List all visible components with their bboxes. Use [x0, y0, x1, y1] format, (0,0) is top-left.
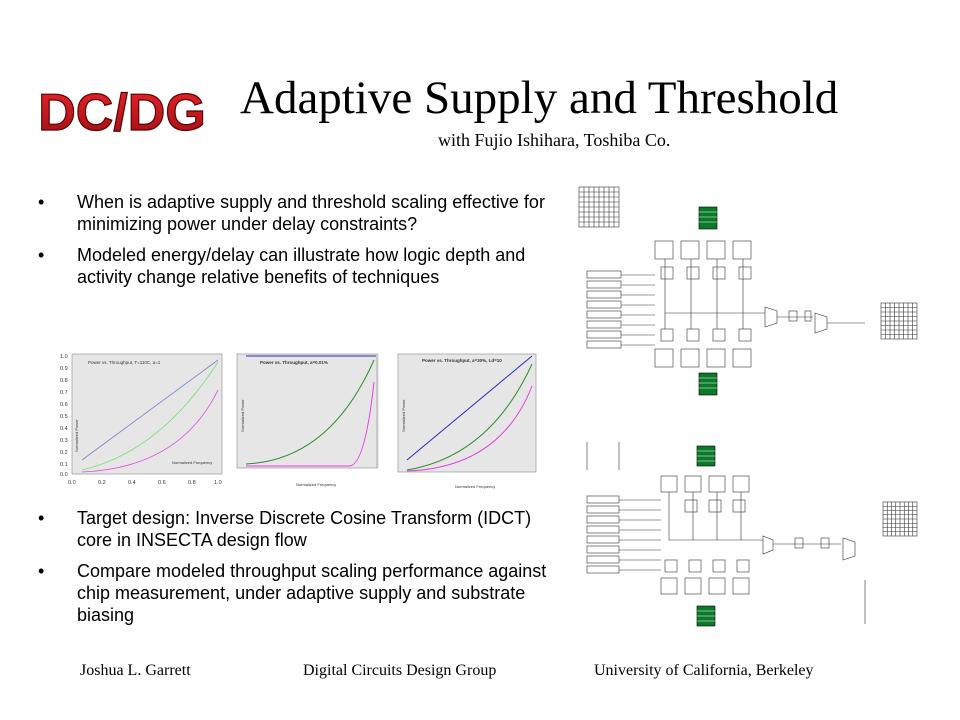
slide-title: Adaptive Supply and Threshold — [240, 72, 839, 124]
xtick: 0.8 — [188, 480, 196, 486]
ytick: 0.1 — [60, 462, 68, 468]
bullet-dot: • — [38, 192, 45, 212]
ytick: 1.0 — [60, 354, 68, 360]
plot-2-xlabel: Normalized Frequency — [296, 482, 337, 487]
plot-3-xlabel: Normalized Frequency — [455, 484, 496, 489]
ytick: 0.6 — [60, 402, 68, 408]
idct-block-diagram-top — [565, 183, 925, 400]
idct-block-diagram-bottom — [565, 440, 925, 630]
xtick: 0.6 — [158, 480, 166, 486]
bullet-list-top — [38, 191, 558, 297]
plot-2-frame — [237, 354, 377, 468]
ytick: 0.8 — [60, 378, 68, 384]
bullet-text: Compare modeled throughput scaling performance against chip measurement, under adaptive supply and substrate biasing — [77, 561, 547, 625]
ytick: 0.2 — [60, 450, 68, 456]
xtick: 0.4 — [128, 480, 136, 486]
ytick: 0.0 — [60, 472, 68, 478]
logo-text: DC/DG — [38, 84, 206, 142]
plot-1 — [60, 354, 222, 486]
xtick: 0.2 — [98, 480, 106, 486]
ytick: 0.7 — [60, 390, 68, 396]
plot-1-xlabel: Normalized Frequency — [172, 460, 213, 465]
power-throughput-plots — [60, 352, 550, 497]
plot-2-ylabel: Normalized Power — [240, 399, 245, 432]
green-register-stack — [699, 373, 717, 395]
bullet-item — [38, 560, 558, 626]
plot-1-title: Power vs. Throughput, T=110C, a=1 — [88, 360, 161, 365]
plot-3 — [398, 354, 536, 489]
slide-subtitle: with Fujio Ishihara, Toshiba Co. — [438, 130, 671, 150]
footer-author: Joshua L. Garrett — [80, 662, 191, 679]
xtick: 1.0 — [214, 480, 222, 486]
xtick: 0.0 — [68, 480, 76, 486]
plot-3-ylabel: Normalized Power — [401, 399, 406, 432]
bullet-text: Target design: Inverse Discrete Cosine Transform (IDCT) core in INSECTA design flow — [77, 508, 532, 550]
plot-3-frame — [398, 354, 536, 472]
ytick: 0.9 — [60, 366, 68, 372]
bullet-item — [38, 244, 558, 288]
bullet-item — [38, 507, 558, 551]
ytick: 0.3 — [60, 438, 68, 444]
bullet-dot: • — [38, 508, 45, 528]
plot-1-frame — [72, 354, 222, 474]
plot-1-ylabel: Normalized Power — [74, 419, 79, 452]
ytick: 0.4 — [60, 426, 68, 432]
footer-group: Digital Circuits Design Group — [303, 662, 497, 679]
green-register-stack — [699, 207, 717, 229]
bullet-dot: • — [38, 561, 45, 581]
bullet-text: Modeled energy/delay can illustrate how logic depth and activity change relative benefits of techniques — [77, 245, 526, 287]
bullet-list-bottom — [38, 507, 558, 635]
dcdg-logo — [38, 80, 206, 142]
ytick: 0.5 — [60, 414, 68, 420]
bullet-text: When is adaptive supply and threshold scaling effective for minimizing power under delay constraints? — [77, 192, 545, 234]
plot-2-title: Power vs. Throughput, a=0.01% — [260, 360, 328, 365]
footer-university: University of California, Berkeley — [594, 662, 814, 679]
bullet-dot: • — [38, 245, 45, 265]
bullet-item — [38, 191, 558, 235]
plot-2 — [237, 354, 378, 487]
plot-3-title: Power vs. Throughput, a=30%, Ld=10 — [422, 358, 502, 363]
